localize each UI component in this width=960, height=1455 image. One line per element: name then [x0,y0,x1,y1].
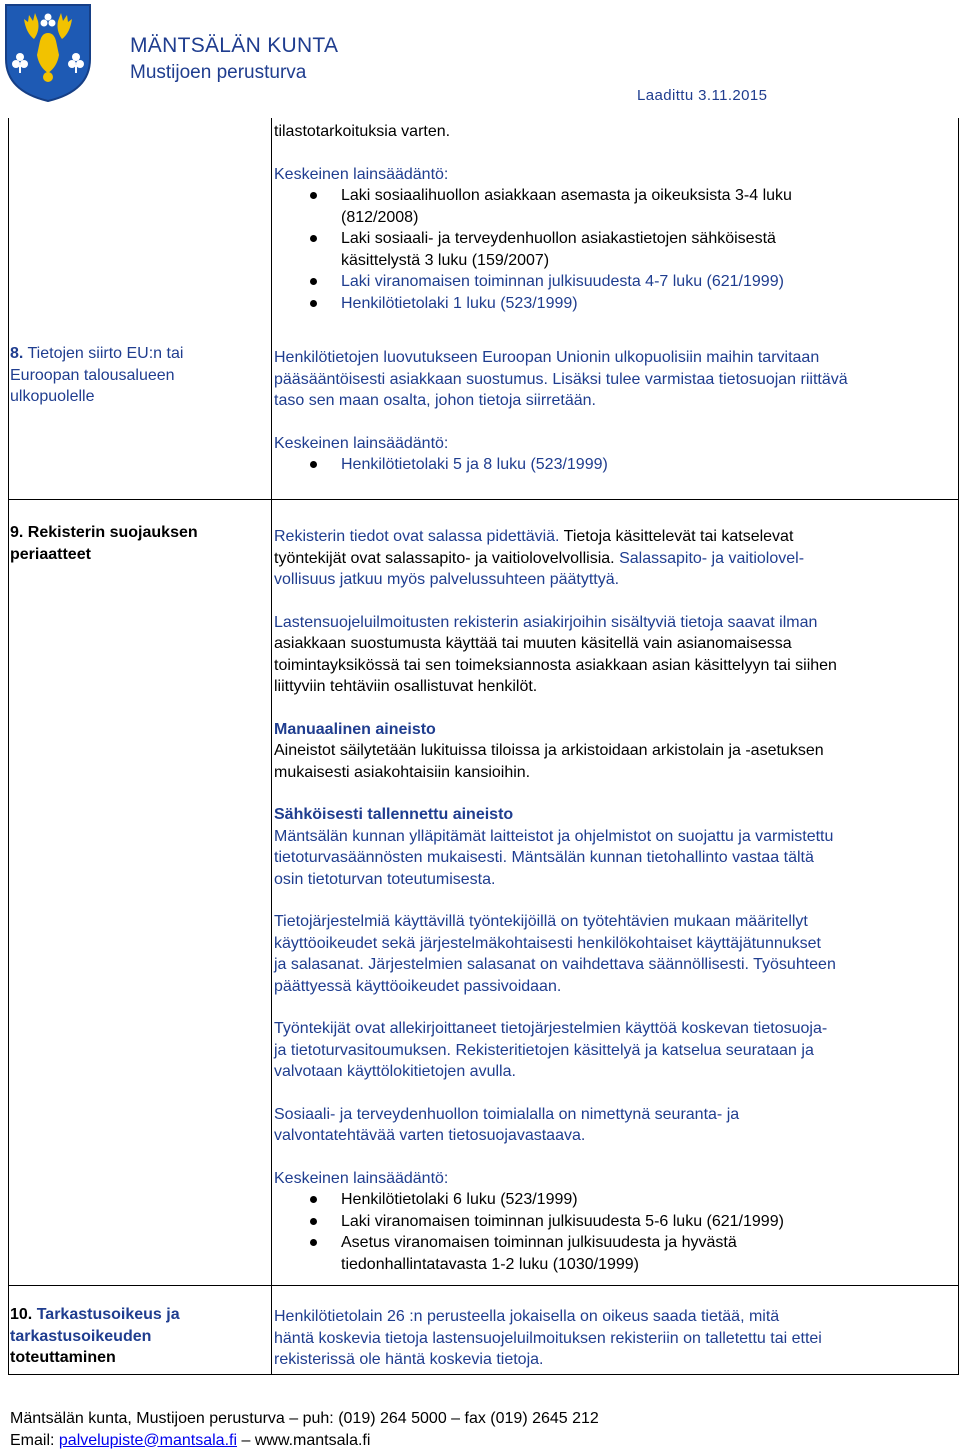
row7-content [274,121,934,314]
row-divider [9,499,958,500]
row7-law-heading: Keskeinen lainsäädäntö: [274,165,449,183]
list-item: Henkilötietolaki 1 luku (523/1999) [274,293,934,315]
column-divider [271,118,272,1375]
email-label: Email: [10,1431,55,1449]
row-divider [9,1285,958,1286]
row9-content [274,526,934,1275]
row10-content [274,1306,934,1371]
website-text: www.mantsala.fi [254,1431,371,1449]
list-item: Laki sosiaali- ja terveydenhuollon asiakastietojen sähköisestä käsittelystä 3 luku (159/2007) [274,228,934,271]
footer-separator: – [241,1431,251,1449]
page-footer [10,1408,950,1451]
row8-law-heading: Keskeinen lainsäädäntö: [274,434,449,452]
page-header [0,0,960,118]
document-date: Laadittu 3.11.2015 [637,87,768,104]
row9-law-heading: Keskeinen lainsäädäntö: [274,1169,449,1187]
row9-paragraph: Aineistot säilytetään lukituissa tiloissa ja arkistoidaan arkistolain ja -asetuksen mukaisesti asiakohtaisiin kansioihin. [274,742,824,781]
list-item: Laki viranomaisen toiminnan julkisuudesta 5-6 luku (621/1999) [274,1211,934,1233]
row10-paragraph: Henkilötietolain 26 :n perusteella jokaisella on oikeus saada tietää, mitä häntä koskevia tietoja lastensuojeluilmoituksen rekisteriin on talletettu tai ettei rekisterissä ole häntä koskevia tietoja. [274,1308,822,1368]
row9-title: 9. Rekisterin suojauksen periaatteet [10,524,198,563]
row9-paragraph: Rekisterin tiedot ovat salassa pidettäviä. Tietoja käsittelevät tai katselevat työntekijät ovat salassapito- ja vaitiolovelvollisia. Salassapito- ja vaitiolovel- vollisuus jatkuu myös palvelussuhteen päätyttyä. [274,528,805,588]
row8-title: 8. Tietojen siirto EU:n tai Euroopan talousalueen ulkopuolelle [10,345,184,405]
row9-paragraph: Sosiaali- ja terveydenhuollon toimialalla on nimettynä seuranta- ja valvontatehtävää varten tietosuojavastaava. [274,1105,740,1144]
row9-paragraph: Työntekijät ovat allekirjoittaneet tietojärjestelmien käyttöä koskevan tietosuoja- ja tietoturvasitoumuksen. Rekisteritietojen käsittelyä ja katselua seurataan ja valvotaan käyttölokitietojen avulla. [274,1020,828,1080]
municipal-coat-of-arms-icon [4,3,92,103]
footer-contact: Mäntsälän kunta, Mustijoen perusturva – puh: (019) 264 5000 – fax (019) 2645 212 [10,1410,599,1427]
row10-title: 10. Tarkastusoikeus ja tarkastusoikeuden toteuttaminen [10,1306,180,1366]
list-item: Laki viranomaisen toiminnan julkisuudesta 4-7 luku (621/1999) [274,271,934,293]
row8-law-list [274,454,934,476]
row9-paragraph: Lastensuojeluilmoitusten rekisterin asiakirjoihin sisältyviä tietoja saavat ilman asiakkaan suostumusta käyttää tai muuten käsitellä vain asianomaisessa toimintayksikössä tai sen toimeksiannosta asiakkaan asian käsittelyyn tai siihen liittyviin tehtäviin osallistuvat henkilöt. [274,613,837,695]
organization-unit: Mustijoen perusturva [130,62,307,83]
organization-name: MÄNTSÄLÄN KUNTA [130,34,339,57]
list-item: Laki sosiaalihuollon asiakkaan asemasta ja oikeuksista 3-4 luku (812/2008) [274,185,934,228]
row9-paragraph: Tietojärjestelmiä käyttävillä työntekijöillä on työtehtävien mukaan määritellyt käyttöoikeudet sekä järjestelmäkohtaisesti henkilökohtaiset käyttäjätunnukset ja salasanat. Järjestelmien salasanat on vaihdettava säännöllisesti. Työsuhteen päättyessä käyttöoikeudet passivoidaan. [274,913,836,995]
footer-links [10,1430,950,1452]
list-item: Asetus viranomaisen toiminnan julkisuudesta ja hyvästä tiedonhallintatavasta 1-2 luku (1030/1999) [274,1232,934,1275]
email-link[interactable]: palvelupiste@mantsala.fi [58,1431,238,1449]
list-item: Henkilötietolaki 6 luku (523/1999) [274,1189,934,1211]
row9-law-list [274,1189,934,1275]
row7-law-list [274,185,934,314]
row9-paragraph: Mäntsälän kunnan ylläpitämät laitteistot ja ohjelmistot on suojattu ja varmistettu tietoturvasäännösten mukaisesti. Mäntsälän kunnan tietohallinto vastaa tältä osin tietoturvan toteutumisesta. [274,827,834,888]
row7-top-text: tilastotarkoituksia varten. [274,123,451,140]
row8-paragraph: Henkilötietojen luovutukseen Euroopan Unionin ulkopuolisiin maihin tarvitaan pääsääntöisesti asiakkaan suostumus. Lisäksi tulee varmistaa tietosuojan riittävä taso sen maan osalta, johon tietoja siirretään. [274,349,848,409]
list-item: Henkilötietolaki 5 ja 8 luku (523/1999) [274,454,934,476]
electronic-heading: Sähköisesti tallennettu aineisto [274,806,514,823]
manual-heading: Manuaalinen aineisto [274,720,436,738]
row8-content [274,347,934,476]
